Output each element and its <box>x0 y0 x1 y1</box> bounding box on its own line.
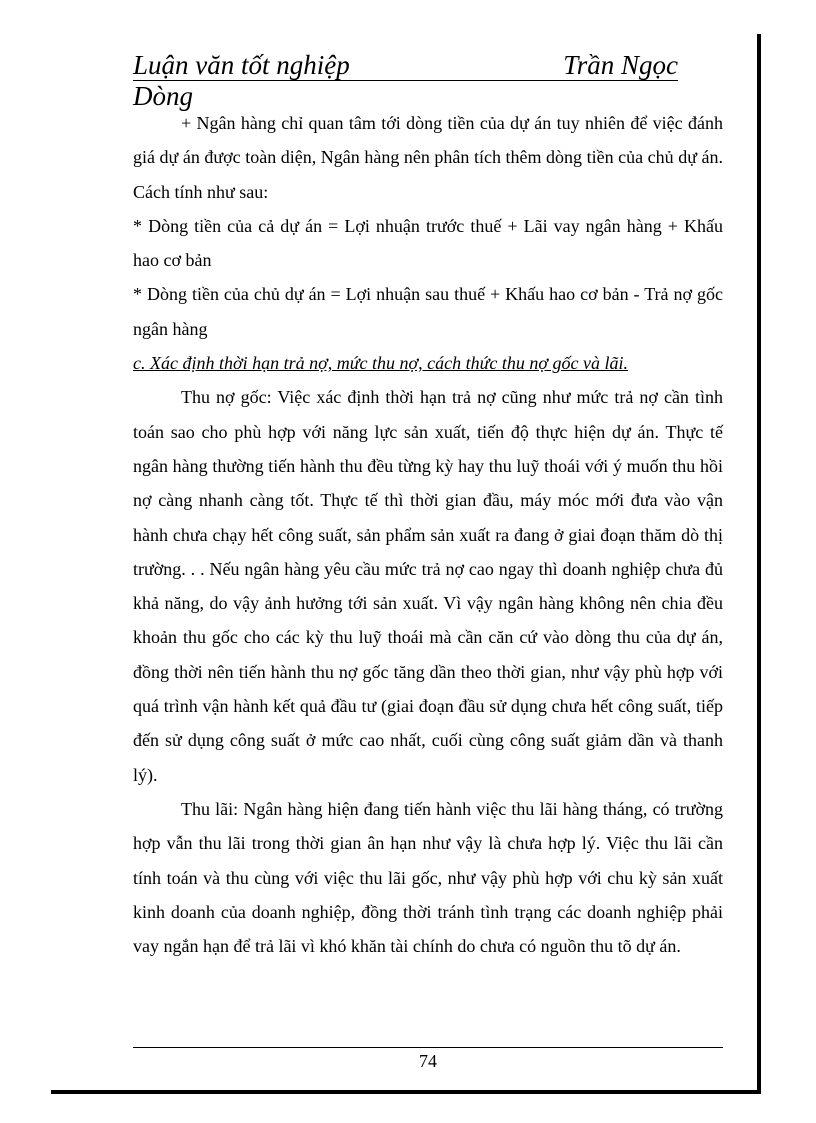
page-header <box>133 50 678 111</box>
header-author: Trần Ngọc <box>563 50 678 80</box>
page-border-bottom <box>51 1090 761 1094</box>
formula-owner-cash-flow: * Dòng tiền của chủ dự án = Lợi nhuận sau thuế + Khấu hao cơ bản - Trả nợ gốc ngân hàng <box>133 284 723 339</box>
page-border-right <box>757 34 761 1094</box>
page-number: 74 <box>419 1051 437 1071</box>
paragraph-principal-collection: Thu nợ gốc: Việc xác định thời hạn trả nợ cũng như mức trả nợ cần tình toán sao cho phù hợp với năng lực sản xuất, tiến độ thực hiện dự án. Thực tế ngân hàng thường tiến hành thu đều từng kỳ hay thu luỹ thoái với ý muốn thu hồi nợ càng nhanh càng tốt. Thực tế thì thời gian đầu, máy móc mới đưa vào vận hành chưa chạy hết công suất, sản phẩm sản xuất ra đang ở giai đoạn thăm dò thị trường. . . Nếu ngân hàng yêu cầu mức trả nợ cao ngay thì doanh nghiệp chưa đủ khả năng, do vậy ảnh hưởng tới sản xuất. Vì vậy ngân hàng không nên chia đều khoản thu gốc cho các kỳ thu luỹ thoái mà cần căn cứ vào dòng thu của dự án, đồng thời nên tiến hành thu nợ gốc tăng dần theo thời gian, như vậy phù hợp với quá trình vận hành kết quả đầu tư (giai đoạn đầu sử dụng chưa hết công suất, tiếp đến sử dụng công suất ở mức cao nhất, cuối cùng công suất giảm dần và thanh lý). <box>133 387 723 785</box>
footer-divider <box>133 1047 723 1048</box>
document-body <box>133 106 723 963</box>
header-line <box>133 50 678 81</box>
formula-project-cash-flow: * Dòng tiền của cả dự án = Lợi nhuận trước thuế + Lãi vay ngân hàng + Khấu hao cơ bản <box>133 215 723 271</box>
paragraph-interest-collection: Thu lãi: Ngân hàng hiện đang tiến hành việc thu lãi hàng tháng, có trường hợp vẫn thu lãi trong thời gian ân hạn như vậy là chưa hợp lý. Việc thu lãi cần tính toán và thu cùng với việc thu lãi gốc, như vậy phù hợp với chu kỳ sản xuất kinh doanh của doanh nghiệp, đồng thời tránh tình trạng các doanh nghiệp phải vay ngắn hạn để trả lãi vì khó khăn tài chính do chưa có nguồn thu tõ dự án. <box>133 798 723 957</box>
header-author-continued: Dòng <box>133 81 193 111</box>
header-title: Luận văn tốt nghiệp <box>133 50 350 80</box>
section-heading-c: c. Xác định thời hạn trả nợ, mức thu nợ, cách thức thu nợ gốc và lãi. <box>133 353 628 374</box>
paragraph-cash-flow-intro: + Ngân hàng chỉ quan tâm tới dòng tiền của dự án tuy nhiên để việc đánh giá dự án được toàn diện, Ngân hàng nên phân tích thêm dòng tiền của chủ dự án. Cách tính như sau: <box>133 113 723 202</box>
